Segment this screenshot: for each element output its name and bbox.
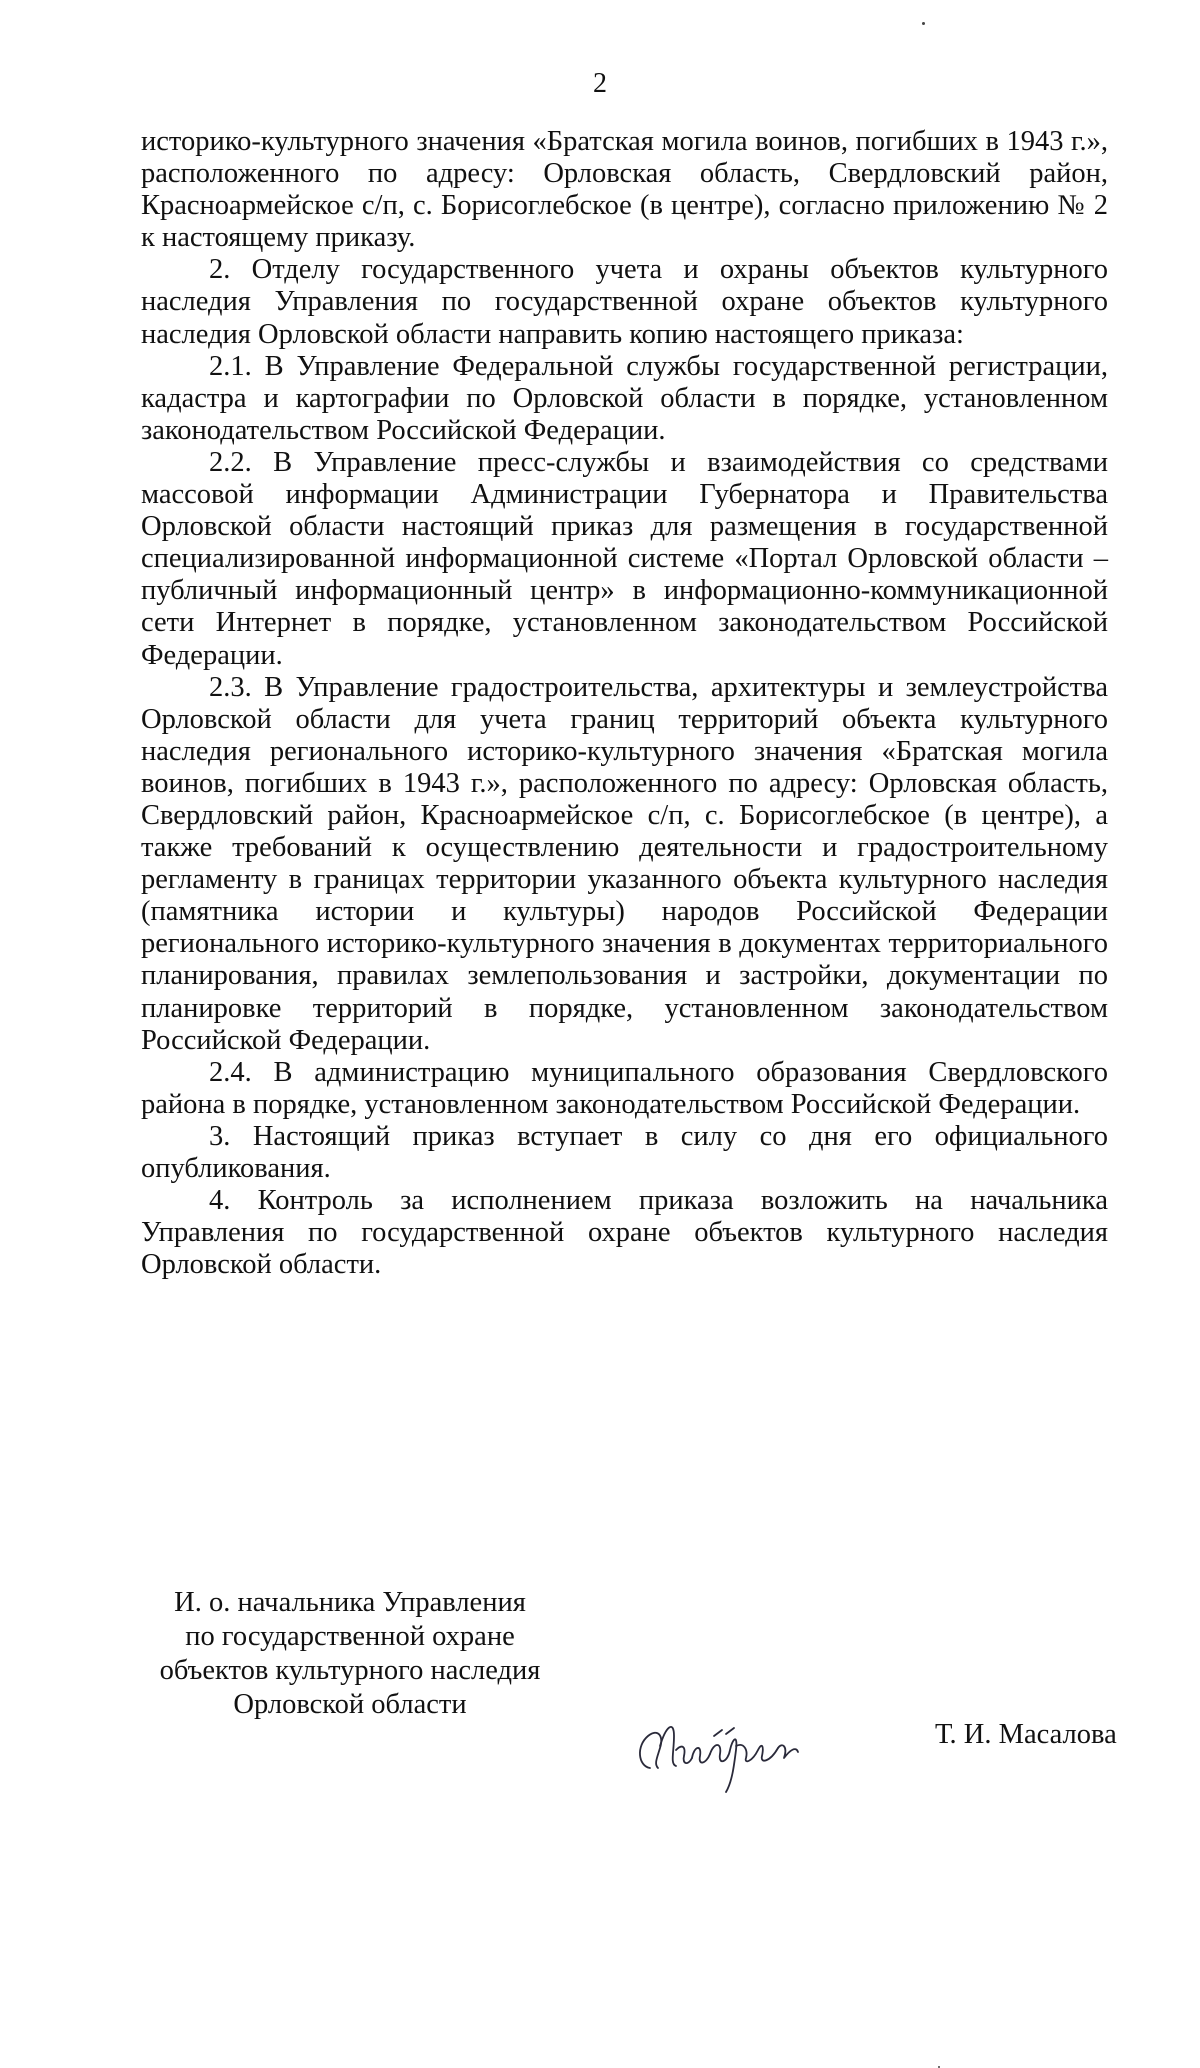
page-number: 2 [593,68,607,99]
paragraph-item-3: 3. Настоящий приказ вступает в силу со дня его официального опубликования. [141,1120,1108,1184]
paragraph-continuation: историко-культурного значения «Братская могила воинов, погибших в 1943 г.», расположенного по адресу: Орловская область, Свердловский район, Красноармейское с/п, с. Борисоглебское (в центре), согласно приложению № 2 к настоящему приказу. [141,126,1108,254]
paragraph-item-2-2: 2.2. В Управление пресс-службы и взаимодействия со средствами массовой информации Администрации Губернатора и Правительства Орловской области настоящий приказ для размещения в государственной специализированной информационной системе «Портал Орловской области – публичный информационный центр» в информационно-коммуникационной сети Интернет в порядке, установленном законодательством Российской Федерации. [141,446,1108,671]
document-body [141,126,1108,1281]
signatory-position-line: по государственной охране [185,1621,515,1652]
signatory-position [150,1586,550,1722]
paragraph-item-2-3: 2.3. В Управление градостроительства, архитектуры и землеустройства Орловской области для учета границ территорий объекта культурного наследия регионального историко-культурного значения «Братская могила воинов, погибших в 1943 г.», расположенного по адресу: Орловская область, Свердловский район, Красноармейское с/п, с. Борисоглебское (в центре), а также требований к осуществлению деятельности и градостроительному регламенту в границах территории указанного объекта культурного наследия (памятника истории и культуры) народов Российской Федерации регионального историко-культурного значения в документах территориального планирования, правилах землепользования и застройки, документации по планировке территорий в порядке, установленном законодательством Российской Федерации. [141,671,1108,1056]
signatory-position-line: И. о. начальника Управления [174,1587,526,1618]
paragraph-item-2-4: 2.4. В администрацию муниципального образования Свердловского района в порядке, установленном законодательством Российской Федерации. [141,1056,1108,1120]
signatory-position-line: объектов культурного наследия [159,1655,541,1686]
handwritten-signature [630,1706,830,1796]
paragraph-item-2: 2. Отделу государственного учета и охраны объектов культурного наследия Управления по государственной охране объектов культурного наследия Орловской области направить копию настоящего приказа: [141,254,1108,350]
scan-speck [922,22,925,25]
signatory-name: Т. И. Масалова [935,1719,1117,1750]
paragraph-item-2-1: 2.1. В Управление Федеральной службы государственной регистрации, кадастра и картографии по Орловской области в порядке, установленном законодательством Российской Федерации. [141,350,1108,446]
signatory-position-line: Орловской области [233,1689,467,1720]
paragraph-item-4: 4. Контроль за исполнением приказа возложить на начальника Управления по государственной охране объектов культурного наследия Орловской области. [141,1185,1108,1281]
